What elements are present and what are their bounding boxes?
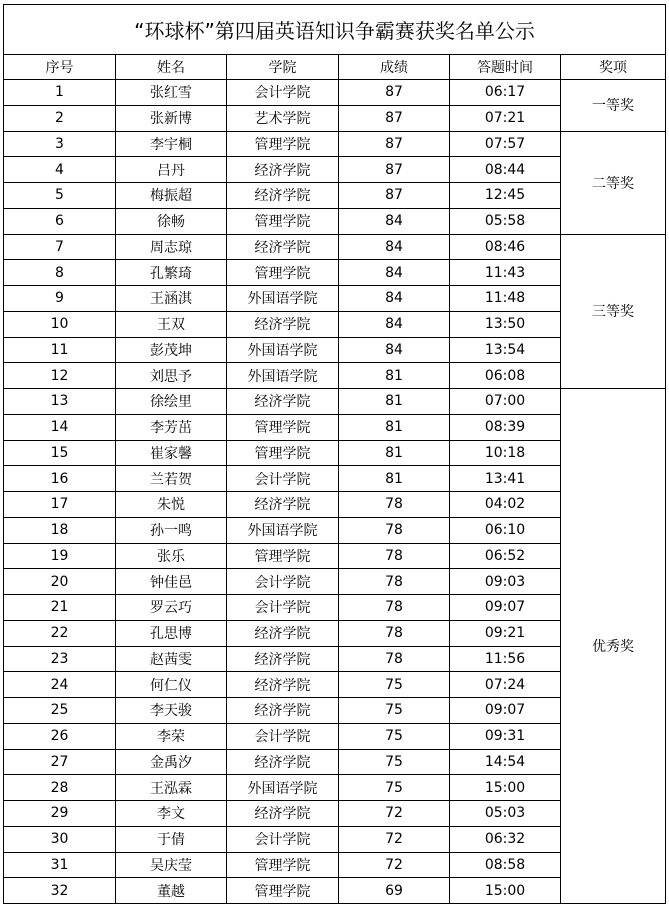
header-time: 答题时间 [450, 55, 561, 80]
college-name: 管理学院 [227, 852, 339, 878]
student-name: 李天骏 [116, 698, 227, 724]
row-number: 3 [4, 131, 116, 157]
score-value: 78 [339, 492, 450, 518]
row-number: 6 [4, 208, 116, 234]
row-number: 12 [4, 363, 116, 389]
student-name: 张红雪 [116, 80, 227, 106]
score-value: 87 [339, 80, 450, 106]
answer-time: 05:03 [450, 801, 561, 827]
answer-time: 08:46 [450, 234, 561, 260]
answer-time: 06:17 [450, 80, 561, 106]
row-number: 7 [4, 234, 116, 260]
answer-time: 13:50 [450, 311, 561, 337]
college-name: 经济学院 [227, 646, 339, 672]
answer-time: 06:52 [450, 543, 561, 569]
student-name: 李宇桐 [116, 131, 227, 157]
student-name: 何仁仪 [116, 672, 227, 698]
row-number: 26 [4, 723, 116, 749]
college-name: 艺术学院 [227, 105, 339, 131]
college-name: 管理学院 [227, 414, 339, 440]
student-name: 朱悦 [116, 492, 227, 518]
student-name: 吴庆莹 [116, 852, 227, 878]
score-value: 78 [339, 569, 450, 595]
answer-time: 08:58 [450, 852, 561, 878]
score-value: 84 [339, 208, 450, 234]
header-number: 序号 [4, 55, 116, 80]
row-number: 29 [4, 801, 116, 827]
student-name: 孔繁琦 [116, 260, 227, 286]
header-college: 学院 [227, 55, 339, 80]
college-name: 会计学院 [227, 466, 339, 492]
row-number: 2 [4, 105, 116, 131]
answer-time: 09:03 [450, 569, 561, 595]
college-name: 管理学院 [227, 543, 339, 569]
student-name: 张乐 [116, 543, 227, 569]
score-value: 78 [339, 517, 450, 543]
row-number: 16 [4, 466, 116, 492]
student-name: 彭茂坤 [116, 337, 227, 363]
row-number: 17 [4, 492, 116, 518]
score-value: 72 [339, 801, 450, 827]
college-name: 外国语学院 [227, 363, 339, 389]
row-number: 24 [4, 672, 116, 698]
college-name: 经济学院 [227, 801, 339, 827]
answer-time: 14:54 [450, 749, 561, 775]
row-number: 19 [4, 543, 116, 569]
college-name: 管理学院 [227, 440, 339, 466]
score-value: 81 [339, 440, 450, 466]
row-number: 5 [4, 183, 116, 209]
student-name: 刘思予 [116, 363, 227, 389]
student-name: 钟佳邑 [116, 569, 227, 595]
college-name: 经济学院 [227, 234, 339, 260]
answer-time: 06:08 [450, 363, 561, 389]
header-score: 成绩 [339, 55, 450, 80]
college-name: 会计学院 [227, 80, 339, 106]
answer-time: 08:44 [450, 157, 561, 183]
score-value: 87 [339, 157, 450, 183]
college-name: 经济学院 [227, 311, 339, 337]
score-value: 84 [339, 260, 450, 286]
score-value: 84 [339, 234, 450, 260]
answer-time: 15:00 [450, 878, 561, 904]
row-number: 10 [4, 311, 116, 337]
award-level: 一等奖 [561, 80, 666, 132]
student-name: 李芳茁 [116, 414, 227, 440]
college-name: 管理学院 [227, 208, 339, 234]
score-value: 69 [339, 878, 450, 904]
answer-time: 06:32 [450, 826, 561, 852]
answer-time: 09:31 [450, 723, 561, 749]
student-name: 李荣 [116, 723, 227, 749]
score-value: 78 [339, 543, 450, 569]
answer-time: 11:43 [450, 260, 561, 286]
answer-time: 10:18 [450, 440, 561, 466]
student-name: 赵茜雯 [116, 646, 227, 672]
answer-time: 05:58 [450, 208, 561, 234]
score-value: 87 [339, 105, 450, 131]
row-number: 9 [4, 286, 116, 312]
score-value: 78 [339, 620, 450, 646]
college-name: 会计学院 [227, 826, 339, 852]
college-name: 会计学院 [227, 569, 339, 595]
college-name: 外国语学院 [227, 517, 339, 543]
college-name: 管理学院 [227, 878, 339, 904]
student-name: 张新博 [116, 105, 227, 131]
student-name: 吕丹 [116, 157, 227, 183]
score-value: 72 [339, 852, 450, 878]
college-name: 经济学院 [227, 749, 339, 775]
score-value: 84 [339, 286, 450, 312]
answer-time: 09:07 [450, 698, 561, 724]
student-name: 罗云巧 [116, 595, 227, 621]
college-name: 经济学院 [227, 389, 339, 415]
award-list-sheet [3, 4, 665, 904]
score-value: 75 [339, 672, 450, 698]
student-name: 于倩 [116, 826, 227, 852]
score-value: 75 [339, 749, 450, 775]
award-table [3, 4, 666, 904]
answer-time: 13:41 [450, 466, 561, 492]
row-number: 11 [4, 337, 116, 363]
college-name: 外国语学院 [227, 286, 339, 312]
student-name: 王双 [116, 311, 227, 337]
score-value: 87 [339, 131, 450, 157]
header-name: 姓名 [116, 55, 227, 80]
header-award: 奖项 [561, 55, 666, 80]
college-name: 经济学院 [227, 672, 339, 698]
college-name: 经济学院 [227, 183, 339, 209]
score-value: 75 [339, 775, 450, 801]
score-value: 81 [339, 466, 450, 492]
table-row [4, 131, 666, 157]
row-number: 28 [4, 775, 116, 801]
answer-time: 09:21 [450, 620, 561, 646]
answer-time: 13:54 [450, 337, 561, 363]
score-value: 75 [339, 723, 450, 749]
row-number: 4 [4, 157, 116, 183]
student-name: 徐畅 [116, 208, 227, 234]
student-name: 周志琼 [116, 234, 227, 260]
row-number: 20 [4, 569, 116, 595]
score-value: 75 [339, 698, 450, 724]
student-name: 徐绘里 [116, 389, 227, 415]
answer-time: 07:00 [450, 389, 561, 415]
score-value: 72 [339, 826, 450, 852]
student-name: 金禹汐 [116, 749, 227, 775]
score-value: 81 [339, 363, 450, 389]
student-name: 王泓霖 [116, 775, 227, 801]
college-name: 会计学院 [227, 595, 339, 621]
score-value: 84 [339, 311, 450, 337]
score-value: 87 [339, 183, 450, 209]
student-name: 孙一鸣 [116, 517, 227, 543]
page-title: “环球杯”第四届英语知识争霸赛获奖名单公示 [4, 5, 666, 55]
college-name: 经济学院 [227, 492, 339, 518]
college-name: 经济学院 [227, 620, 339, 646]
row-number: 27 [4, 749, 116, 775]
college-name: 会计学院 [227, 723, 339, 749]
score-value: 84 [339, 337, 450, 363]
table-body [4, 5, 666, 904]
row-number: 14 [4, 414, 116, 440]
table-row [4, 234, 666, 260]
row-number: 15 [4, 440, 116, 466]
answer-time: 11:48 [450, 286, 561, 312]
answer-time: 06:10 [450, 517, 561, 543]
row-number: 13 [4, 389, 116, 415]
row-number: 30 [4, 826, 116, 852]
college-name: 外国语学院 [227, 775, 339, 801]
answer-time: 07:24 [450, 672, 561, 698]
score-value: 81 [339, 414, 450, 440]
student-name: 梅振超 [116, 183, 227, 209]
row-number: 22 [4, 620, 116, 646]
award-level: 二等奖 [561, 131, 666, 234]
header-row [4, 55, 666, 80]
answer-time: 07:57 [450, 131, 561, 157]
college-name: 管理学院 [227, 260, 339, 286]
score-value: 78 [339, 646, 450, 672]
answer-time: 08:39 [450, 414, 561, 440]
award-level: 优秀奖 [561, 389, 666, 904]
student-name: 崔家馨 [116, 440, 227, 466]
student-name: 兰若贺 [116, 466, 227, 492]
row-number: 1 [4, 80, 116, 106]
row-number: 23 [4, 646, 116, 672]
row-number: 25 [4, 698, 116, 724]
score-value: 78 [339, 595, 450, 621]
table-row [4, 80, 666, 106]
award-level: 三等奖 [561, 234, 666, 389]
row-number: 18 [4, 517, 116, 543]
row-number: 32 [4, 878, 116, 904]
answer-time: 12:45 [450, 183, 561, 209]
table-row [4, 389, 666, 415]
row-number: 21 [4, 595, 116, 621]
row-number: 31 [4, 852, 116, 878]
college-name: 管理学院 [227, 131, 339, 157]
college-name: 外国语学院 [227, 337, 339, 363]
row-number: 8 [4, 260, 116, 286]
student-name: 李文 [116, 801, 227, 827]
answer-time: 09:07 [450, 595, 561, 621]
answer-time: 11:56 [450, 646, 561, 672]
student-name: 孔思博 [116, 620, 227, 646]
answer-time: 07:21 [450, 105, 561, 131]
answer-time: 04:02 [450, 492, 561, 518]
student-name: 董越 [116, 878, 227, 904]
answer-time: 15:00 [450, 775, 561, 801]
college-name: 经济学院 [227, 698, 339, 724]
student-name: 王涵淇 [116, 286, 227, 312]
college-name: 经济学院 [227, 157, 339, 183]
score-value: 81 [339, 389, 450, 415]
